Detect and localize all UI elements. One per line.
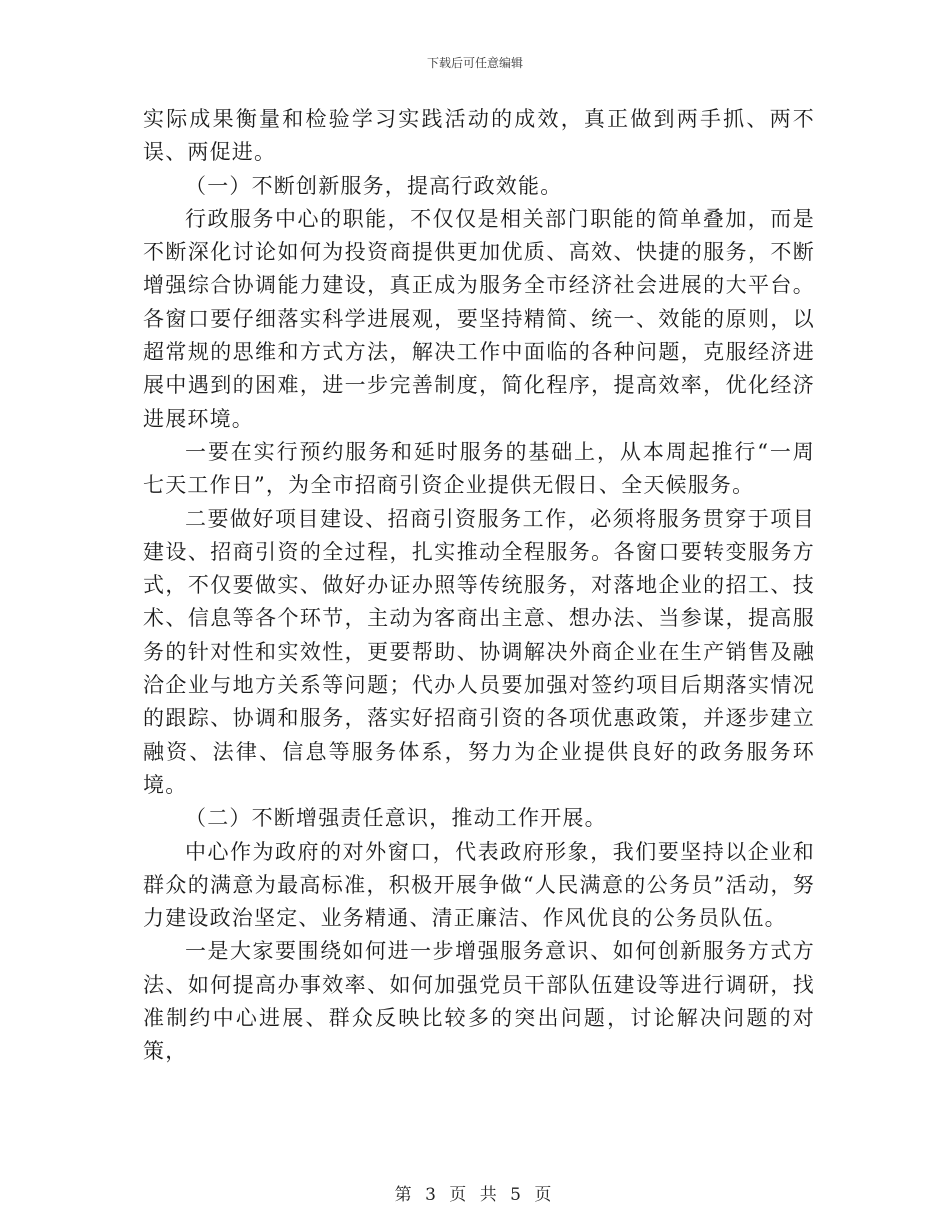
page-header: 下载后可任意编辑 bbox=[426, 56, 523, 70]
section-heading-2: （二）不断增强责任意识，推动工作开展。 bbox=[185, 806, 607, 831]
document-body bbox=[143, 103, 815, 1069]
paragraph-2: 行政服务中心的职能，不仅仅是相关部门职能的简单叠加，而是不断深化讨论如何为投资商提供更加优质、高效、快捷的服务，不断增强综合协调能力建设，真正成为服务全市经济社会进展的大平台。各窗口要仔细落实科学进展观，要坚持精简、统一、效能的原则，以超常规的思维和方式方法，解决工作中面临的各种问题，克服经济进展中遇到的困难，进一步完善制度，简化程序，提高效率，优化经济进展环境。 bbox=[143, 206, 815, 431]
paragraph-3: 一要在实行预约服务和延时服务的基础上，从本周起推行“一周七天工作日”，为全市招商引资企业提供无假日、全天候服务。 bbox=[143, 439, 815, 498]
paragraph-5: 中心作为政府的对外窗口，代表政府形象，我们要坚持以企业和群众的满意为最高标准，积极开展争做“人民满意的公务员”活动，努力建设政治坚定、业务精通、清正廉洁、作风优良的公务员队伍。 bbox=[143, 839, 815, 931]
paragraph-6: 一是大家要围绕如何进一步增强服务意识、如何创新服务方式方法、如何提高办事效率、如何加强党员干部队伍建设等进行调研，找准制约中心进展、群众反映比较多的突出问题，讨论解决问题的对策， bbox=[143, 939, 815, 1064]
paragraph-1: 实际成果衡量和检验学习实践活动的成效，真正做到两手抓、两不误、两促进。 bbox=[143, 107, 815, 165]
section-heading-1: （一）不断创新服务，提高行政效能。 bbox=[185, 173, 563, 198]
page-number-footer: 第 3 页 共 5 页 bbox=[394, 1185, 556, 1205]
paragraph-4: 二要做好项目建设、招商引资服务工作，必须将服务贯穿于项目建设、招商引资的全过程，扎实推动全程服务。各窗口要转变服务方式，不仅要做实、做好办证办照等传统服务，对落地企业的招工、技术、信息等各个环节，主动为客商出主意、想办法、当参谋，提高服务的针对性和实效性，更要帮助、协调解决外商企业在生产销售及融洽企业与地方关系等问题；代办人员要加强对签约项目后期落实情况的跟踪、协调和服务，落实好招商引资的各项优惠政策，并逐步建立融资、法律、信息等服务体系，努力为企业提供良好的政务服务环境。 bbox=[143, 506, 815, 797]
